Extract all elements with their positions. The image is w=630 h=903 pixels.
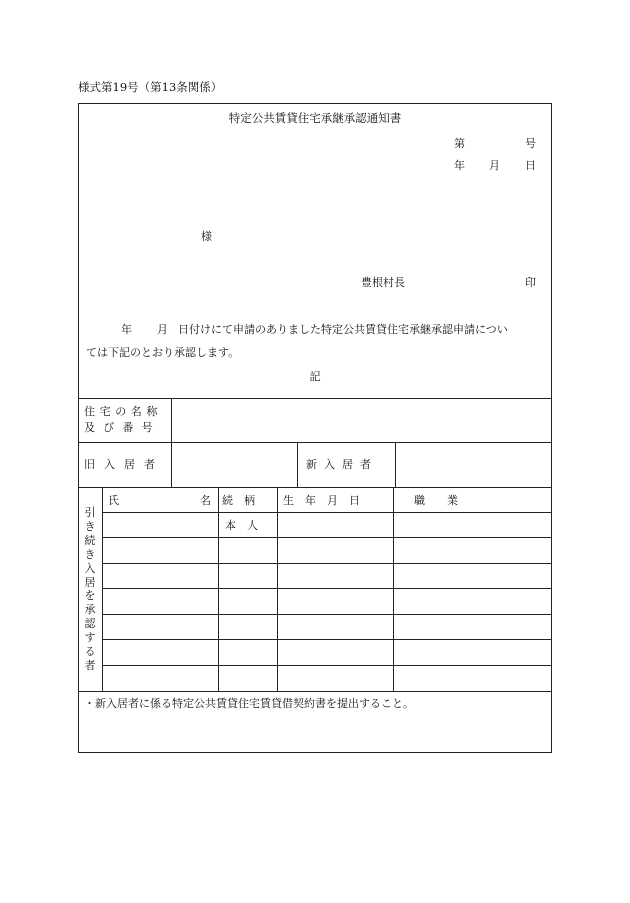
body-text-line-2: ては下記のとおり承認します。 (86, 346, 240, 359)
new-resident-label: 新入居者 (306, 458, 378, 471)
header-relation: 続 柄 (222, 494, 255, 507)
seal-mark: 印 (525, 276, 536, 289)
grid-row-line-4 (102, 588, 552, 589)
date-day-label: 日 (525, 159, 536, 172)
row1-relation-self: 本 人 (225, 519, 258, 532)
grid-row-line-6 (102, 639, 552, 640)
continued-residents-side-label: 引き続き入居を承認する者 (84, 506, 96, 672)
old-resident-label: 旧入居者 (84, 458, 164, 471)
housing-number-label: 及び番号 (84, 421, 161, 434)
grid-row-line-7 (102, 665, 552, 666)
body-text-line-1: 日付けにて申請のありました特定公共賃貸住宅承継承認申請につい (178, 323, 508, 336)
resident-middle-divider (297, 442, 298, 487)
housing-bottom-line (78, 442, 552, 443)
form-number-label: 様式第19号（第13条関係） (78, 80, 223, 94)
housing-label-divider (171, 398, 172, 487)
housing-name-label: 住宅の名称 (84, 405, 162, 418)
issuer-name: 豊根村長 (361, 276, 405, 289)
grid-row-line-5 (102, 614, 552, 615)
resident-bottom-line (78, 487, 552, 488)
number-prefix: 第 (454, 137, 465, 150)
grid-row-line-1 (102, 512, 552, 513)
header-birth: 生 年 月 日 (283, 494, 360, 507)
side-label-divider (102, 487, 103, 691)
name-column-divider (218, 487, 219, 691)
table-top-line (78, 398, 552, 399)
birth-column-divider (393, 487, 394, 691)
grid-row-line-3 (102, 563, 552, 564)
submission-note: ・新入居者に係る特定公共賃貸住宅賃貸借契約書を提出すること。 (84, 697, 414, 710)
date-year-label: 年 (454, 159, 465, 172)
ki-heading: 記 (309, 370, 321, 383)
body-year: 年 (121, 323, 132, 336)
members-bottom-line (78, 691, 552, 692)
document-title: 特定公共賃貸住宅承継承認通知書 (228, 111, 402, 125)
date-month-label: 月 (489, 159, 500, 172)
header-name: 氏 名 (108, 494, 211, 507)
number-suffix: 号 (525, 137, 536, 150)
addressee-suffix: 様 (201, 230, 212, 243)
grid-row-line-2 (102, 537, 552, 538)
relation-column-divider (277, 487, 278, 691)
body-month: 月 (157, 323, 168, 336)
header-job: 職 業 (414, 494, 458, 507)
new-resident-divider (395, 442, 396, 487)
